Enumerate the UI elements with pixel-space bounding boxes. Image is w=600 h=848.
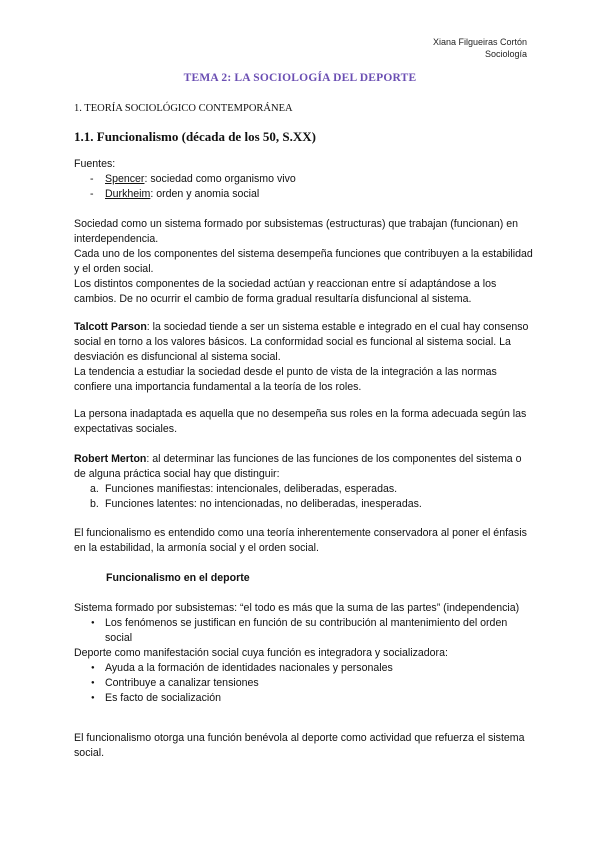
list-item: ● Contribuye a canalizar tensiones	[74, 676, 534, 691]
document-title: TEMA 2: LA SOCIOLOGÍA DEL DEPORTE	[183, 72, 417, 84]
source-name: Spencer	[105, 173, 145, 185]
author-parsons: Talcott Parson	[74, 321, 147, 333]
page-header	[433, 36, 527, 60]
author-merton: Robert Merton	[74, 453, 147, 465]
subheading-sport: Funcionalismo en el deporte	[106, 572, 250, 584]
list-item: b. Funciones latentes: no intencionadas, no deliberadas, inesperadas.	[90, 498, 422, 510]
source-name: Durkheim	[105, 188, 151, 200]
list-item: a. Funciones manifiestas: intencionales, deliberadas, esperadas.	[90, 483, 398, 495]
paragraph-final: El funcionalismo otorga una función benévola al deporte como actividad que refuerza el sistema social.	[74, 732, 525, 759]
paragraph-parsons: Talcott Parson: la sociedad tiende a ser un sistema estable e integrado en el cual hay consenso social en torno a los valores básicos. La conformidad social es funcional al sistema social. La desviación es disfuncional al sistema social. La tendencia a estudiar la sociedad desde el punto de vista de la integración a las normas confiere una importancia fundamental a la teoría de los roles.	[74, 321, 529, 393]
list-item: ● Los fenómenos se justifican en función de su contribución al mantenimiento del orden social	[74, 616, 534, 646]
list-item: ● Es facto de socialización	[74, 691, 534, 706]
subject-name: Sociología	[484, 49, 527, 59]
sources-block	[74, 157, 534, 202]
sources-list	[74, 172, 534, 202]
paragraph-society: Sociedad como un sistema formado por subsistemas (estructuras) que trabajan (funcionan) en interdependencia. Cada uno de los componentes del sistema desempeña funciones que contribuyen a la estabilidad y el orden social. Los distintos componentes de la sociedad actúan y reaccionan entre sí adaptándose a los cambios. De no ocurrir el cambio de forma gradual resultaría disfuncional al sistema.	[74, 218, 533, 305]
section-heading-1: 1. TEORÍA SOCIOLÓGICO CONTEMPORÁNEA	[74, 103, 293, 114]
sport-block: Sistema formado por subsistemas: “el todo es más que la suma de las partes” (independencia) ● Los fenómenos se justifican en función de su contribución al mantenimiento del orden social Deporte como manifestación social cuya función es integradora y socializadora: ● Ayuda a la formación de identidades nacionales y personales ● Contribuye a canalizar tensiones ● Es facto de socialización	[74, 601, 534, 706]
paragraph-merton: Robert Merton: al determinar las funciones de las funciones de los componentes del sistema o de alguna práctica social hay que distinguir: a. Funciones manifiestas: intencionales, deliberadas, esperadas. b. Funciones latentes: no intencionadas, no deliberadas, inesperadas.	[74, 452, 534, 512]
paragraph-roles: La persona inadaptada es aquella que no desempeña sus roles en la forma adecuada según las expectativas sociales.	[74, 408, 527, 435]
list-item: - Durkheim: orden y anomia social	[74, 187, 534, 202]
sport-list-1	[74, 616, 534, 646]
section-heading-1-1: 1.1. Funcionalismo (década de los 50, S.XX)	[74, 129, 316, 144]
sources-label: Fuentes:	[74, 158, 116, 170]
sport-list-2	[74, 661, 534, 706]
author-name: Xiana Filgueiras Cortón	[432, 37, 527, 47]
paragraph-conservative: El funcionalismo es entendido como una teoría inherentemente conservadora al poner el énfasis en la estabilidad, la armonía social y el orden social.	[74, 527, 527, 554]
list-item: - Spencer: sociedad como organismo vivo	[74, 172, 534, 187]
functions-list	[74, 482, 534, 512]
list-item: ● Ayuda a la formación de identidades nacionales y personales	[74, 661, 534, 676]
